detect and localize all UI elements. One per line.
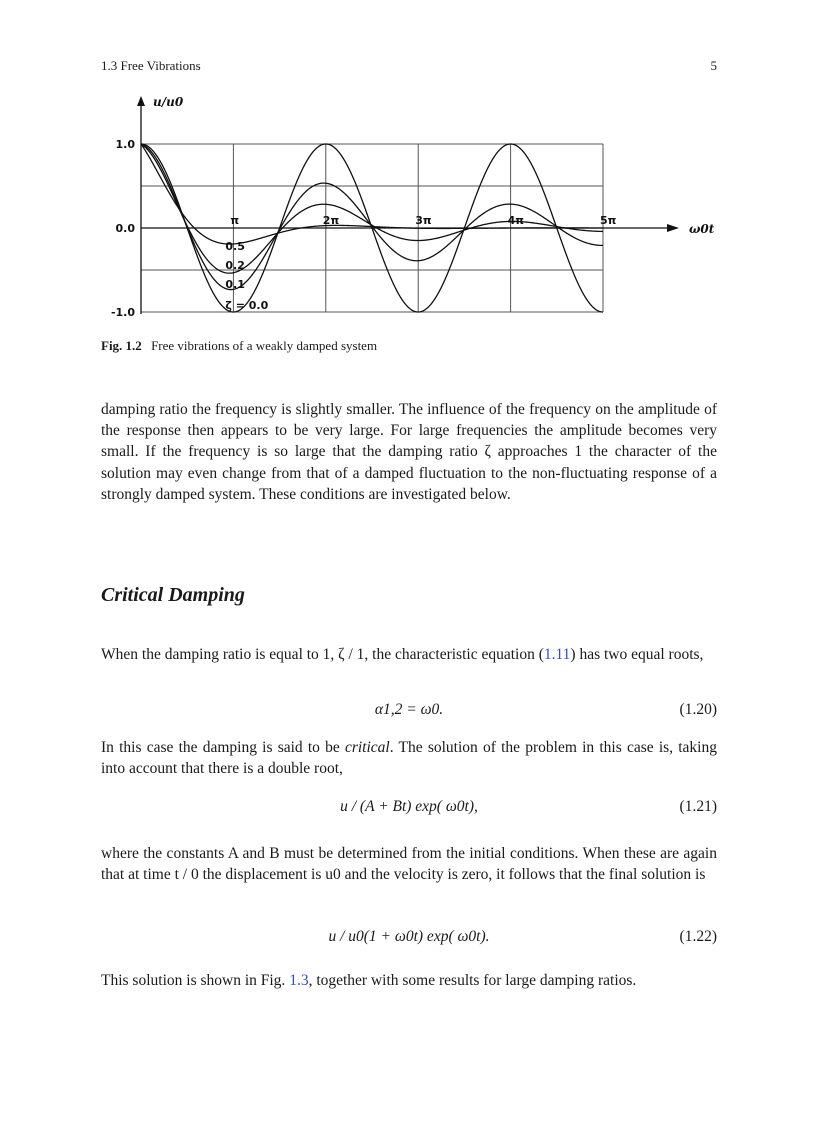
series-line-zeta-2 [141, 144, 603, 273]
curve-label: 0.2 [225, 259, 245, 272]
equation-1-20 [101, 701, 717, 723]
equation-1-22-number: (1.22) [679, 928, 717, 945]
running-head [101, 58, 717, 74]
para5-text-a: This solution is shown in Fig. [101, 972, 290, 989]
para2-text-a: When the damping ratio is equal to 1, ζ / 1, the characteristic equation ( [101, 646, 544, 663]
y-axis-label: u/u0 [153, 95, 184, 109]
equation-1-20-number: (1.20) [679, 701, 717, 718]
equation-1-22-body: u / u0(1 + ω0t) exp( ω0t). [328, 928, 490, 945]
equation-1-21 [101, 798, 717, 820]
y-axis-arrow [137, 96, 145, 106]
chart-axes [137, 96, 679, 314]
x-axis-arrow [667, 224, 679, 232]
y-tick-label: 1.0 [115, 138, 135, 151]
equation-1-20-body: α1,2 = ω0. [374, 701, 444, 718]
x-tick-label: π [230, 214, 240, 227]
x-axis-label: ω0t [689, 222, 715, 236]
para3-text-b: . The solution of the problem in this case is, taking into account that there is a double root, [101, 739, 717, 778]
para2-text-b: ) has two equal roots, [570, 646, 704, 663]
para5-text-b: , together with some results for large damping ratios. [308, 972, 637, 989]
x-tick-label: 5π [599, 214, 617, 227]
paragraph-critical-case [101, 737, 717, 779]
figure-caption [101, 338, 717, 354]
equation-ref-1-11[interactable]: 1.11 [543, 646, 571, 663]
para3-emphasis: critical [344, 739, 390, 756]
equation-1-21-number: (1.21) [679, 798, 717, 815]
equation-1-22 [101, 928, 717, 950]
paragraph-solution [101, 970, 717, 991]
curve-label: 0.5 [225, 240, 245, 253]
x-tick-label: 3π [415, 214, 432, 227]
paragraph-constants: where the constants A and B must be determined from the initial conditions. When these are again that at time t / 0 the displacement is u0 and the velocity is zero, it follows that the final solution is [101, 845, 717, 884]
section-title: Critical Damping [101, 584, 245, 606]
para3-text-a: In this case the damping is said to be [101, 739, 345, 756]
y-tick-label: -1.0 [110, 306, 135, 319]
curve-label: 0.1 [225, 278, 245, 291]
caption-text: Free vibrations of a weakly damped system [151, 338, 378, 353]
equation-1-21-body: u / (A + Bt) exp( ω0t), [340, 798, 478, 815]
x-tick-label: 4π [507, 214, 524, 227]
y-tick-label: 0.0 [115, 222, 135, 235]
chart-labels [111, 95, 715, 319]
page-number: 5 [710, 58, 717, 73]
paragraph-critical-intro [101, 644, 717, 665]
x-tick-label: 2π [322, 214, 340, 227]
figure-ref-1-3[interactable]: 1.3 [289, 972, 309, 989]
curve-label: ζ = 0.0 [225, 299, 269, 312]
damped-vibration-chart [95, 88, 735, 328]
series-line-zeta-1 [141, 144, 603, 290]
section-header: 1.3 Free Vibrations [101, 58, 201, 73]
caption-label: Fig. 1.2 [101, 338, 142, 353]
paragraph-damping-ratio: damping ratio the frequency is slightly smaller. The influence of the frequency on the amplitude of the response then appears to be very large. For large frequencies the amplitude becomes very small. If the frequency is so large that the damping ratio ζ approaches 1 the character of the solution may even change from that of a damped fluctuation to the non-fluctuating response of a strongly damped system. These conditions are investigated below. [101, 401, 717, 503]
